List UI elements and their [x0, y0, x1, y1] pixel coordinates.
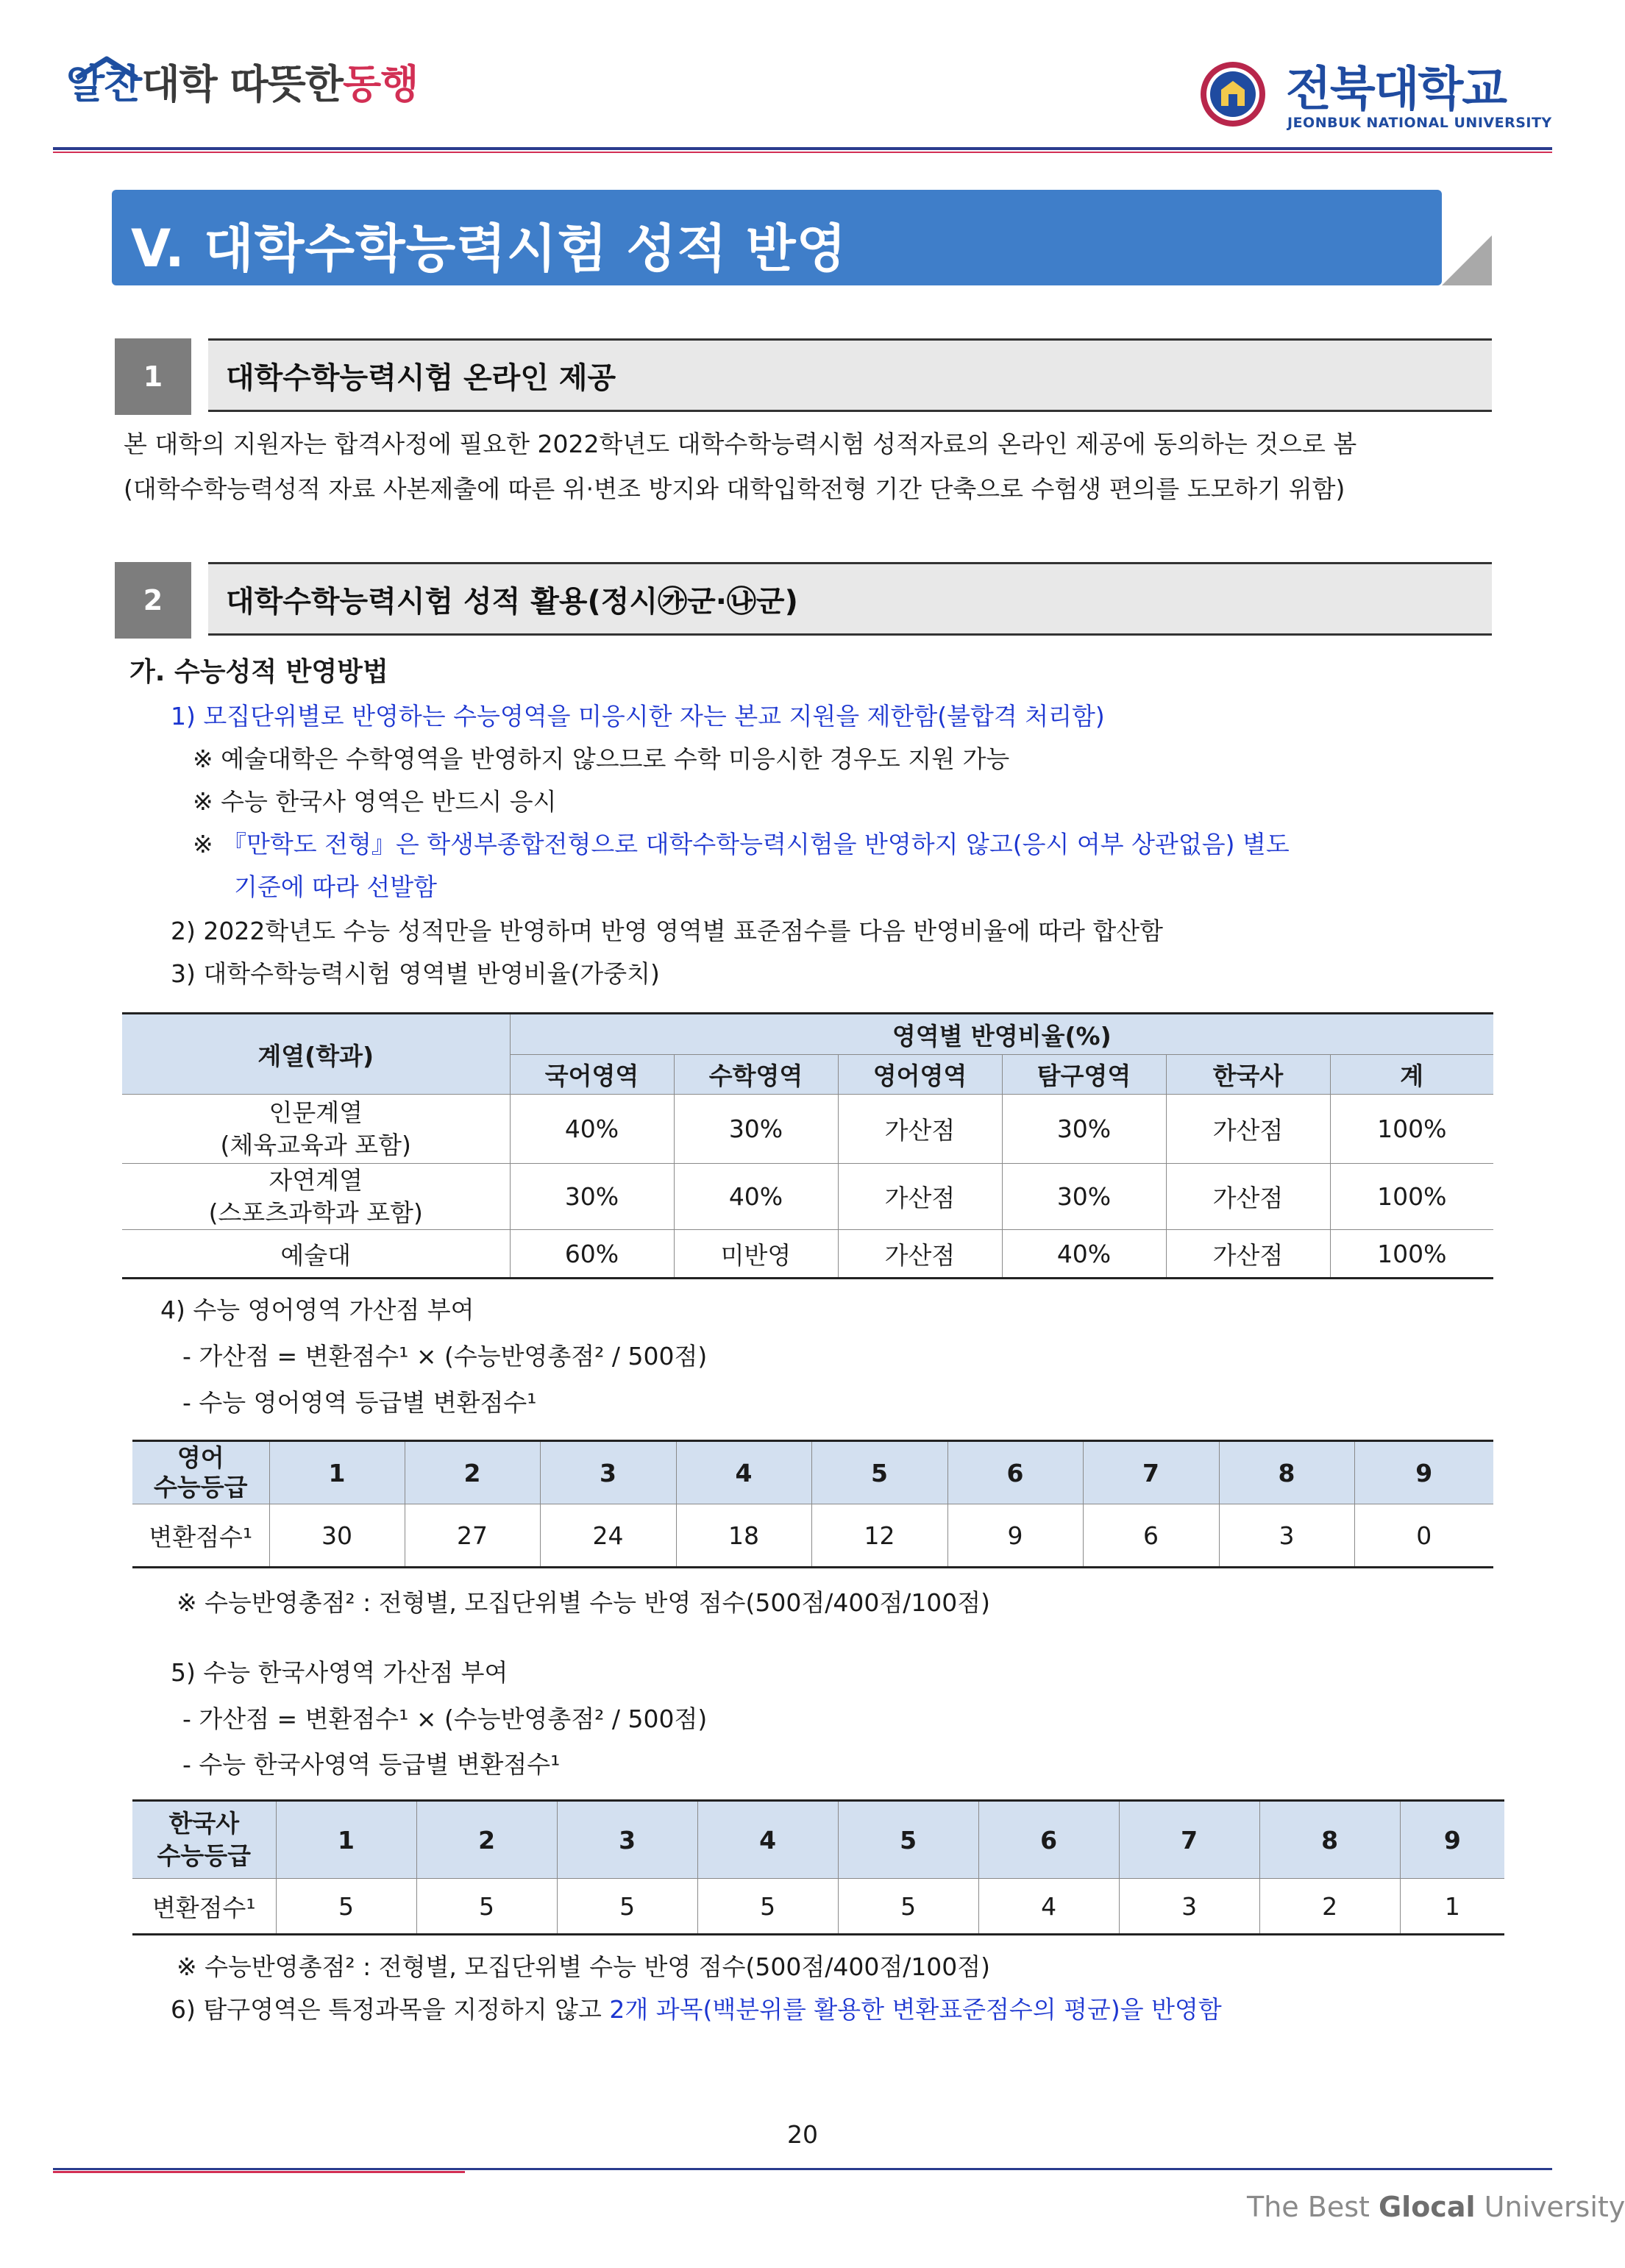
table-row — [122, 1164, 1493, 1230]
item-3: 3) 대학수학능력시험 영역별 반영비율(가중치) — [171, 959, 660, 988]
ratio-header: 영역별 반영비율(%) — [510, 1014, 1493, 1055]
row-name-line2: (체육교육과 포함) — [220, 1130, 411, 1159]
grade-header: 1 — [276, 1801, 416, 1879]
table-cell: 미반영 — [674, 1230, 838, 1279]
note-3-line2: 기준에 따라 선발함 — [234, 872, 438, 901]
table-cell: 4 — [978, 1879, 1119, 1935]
item-1: 1) 모집단위별로 반영하는 수능영역을 미응시한 자는 본교 지원을 제한함(불합격 처리함) — [171, 702, 1105, 730]
grade-header: 8 — [1259, 1801, 1400, 1879]
row-name — [122, 1164, 510, 1230]
footer-divider-accent — [53, 2171, 465, 2173]
table-cell: 12 — [811, 1504, 947, 1568]
table-cell: 27 — [405, 1504, 540, 1568]
table-cell: 40% — [674, 1164, 838, 1230]
grade-label — [132, 1441, 269, 1504]
note-3-line1: 『만학도 전형』은 학생부종합전형으로 대학수학능력시험을 반영하지 않고(응시 여부 상관없음) 별도 — [222, 830, 1290, 859]
english-note: ※ 수능반영총점² : 전형별, 모집단위별 수능 반영 점수(500점/400점/100점) — [177, 1588, 991, 1617]
ratio-table — [122, 1012, 1493, 1279]
item-4: 4) 수능 영어영역 가산점 부여 — [160, 1295, 474, 1324]
english-grade-table — [132, 1440, 1493, 1568]
score-label: 변환점수¹ — [132, 1879, 276, 1935]
grade-header: 2 — [405, 1441, 540, 1504]
grade-label-line2: 수능등급 — [153, 1473, 248, 1501]
table-cell: 40% — [510, 1095, 674, 1164]
subsection-1-title: 대학수학능력시험 온라인 제공 — [208, 338, 1492, 412]
university-name: 전북대학교 — [1286, 63, 1507, 117]
table-cell: 30% — [1002, 1164, 1166, 1230]
table-cell: 100% — [1330, 1164, 1493, 1230]
grade-header: 3 — [557, 1801, 697, 1879]
grade-header: 6 — [947, 1441, 1083, 1504]
slogan — [66, 53, 418, 110]
row-name-line2: (스포츠과학과 포함) — [208, 1198, 423, 1227]
history-formula: - 가산점 = 변환점수¹ × (수능반영총점² / 500점) — [182, 1704, 708, 1733]
item-6 — [171, 1988, 1222, 2031]
table-row — [122, 1095, 1493, 1164]
note-1: ※ 예술대학은 수학영역을 반영하지 않으므로 수학 미응시한 경우도 지원 가능 — [193, 744, 1010, 773]
grade-header: 9 — [1354, 1441, 1493, 1504]
footer-divider — [53, 2168, 1552, 2170]
table-cell: 6 — [1083, 1504, 1219, 1568]
header-divider — [53, 147, 1552, 150]
table-cell: 100% — [1330, 1230, 1493, 1279]
col-header: 계 — [1330, 1055, 1493, 1095]
grade-header: 5 — [811, 1441, 947, 1504]
table-cell: 가산점 — [838, 1095, 1002, 1164]
grade-label — [132, 1801, 276, 1879]
title-bar-corner-fold — [1442, 234, 1492, 285]
grade-header: 7 — [1083, 1441, 1219, 1504]
table-cell: 가산점 — [838, 1230, 1002, 1279]
note-2: ※ 수능 한국사 영역은 반드시 응시 — [193, 787, 557, 816]
slogan-part2: 대학 — [141, 61, 217, 107]
history-grade-table — [132, 1799, 1504, 1935]
subsection-2-title: 대학수학능력시험 성적 활용(정시㉮군·㉯군) — [208, 562, 1492, 636]
header-divider-accent — [53, 152, 1552, 153]
col-group-header: 계열(학과) — [122, 1014, 510, 1095]
heading-ga: 가. 수능성적 반영방법 — [129, 657, 388, 687]
table-cell: 100% — [1330, 1095, 1493, 1164]
grade-header: 3 — [540, 1441, 676, 1504]
grade-header: 5 — [838, 1801, 978, 1879]
history-note: ※ 수능반영총점² : 전형별, 모집단위별 수능 반영 점수(500점/400점/100점) — [177, 1952, 991, 1981]
slogan-part4: 동행 — [342, 61, 419, 107]
grade-header: 4 — [697, 1801, 838, 1879]
score-label: 변환점수¹ — [132, 1504, 269, 1568]
item-6-prefix: 6) 탐구영역은 특정과목을 지정하지 않고 — [171, 1995, 610, 2024]
table-cell: 2 — [1259, 1879, 1400, 1935]
table-row — [132, 1504, 1493, 1568]
table-cell: 5 — [838, 1879, 978, 1935]
subsection-1-number: 1 — [115, 338, 191, 415]
grade-label-line1: 한국사 — [168, 1809, 240, 1838]
grade-header: 2 — [416, 1801, 557, 1879]
table-cell: 9 — [947, 1504, 1083, 1568]
col-header: 한국사 — [1166, 1055, 1330, 1095]
grade-label-line2: 수능등급 — [157, 1841, 252, 1870]
table-cell: 5 — [276, 1879, 416, 1935]
grade-label-line1: 영어 — [177, 1443, 224, 1472]
grade-header: 4 — [676, 1441, 811, 1504]
table-cell: 가산점 — [838, 1164, 1002, 1230]
table-cell: 24 — [540, 1504, 676, 1568]
table-cell: 1 — [1400, 1879, 1504, 1935]
item-6-suffix: 을 반영함 — [1120, 1995, 1222, 2024]
table-cell: 30% — [510, 1164, 674, 1230]
table-cell: 3 — [1119, 1879, 1259, 1935]
grade-header: 7 — [1119, 1801, 1259, 1879]
history-subtitle: - 수능 한국사영역 등급별 변환점수¹ — [182, 1750, 561, 1779]
english-formula: - 가산점 = 변환점수¹ × (수능반영총점² / 500점) — [182, 1342, 708, 1371]
table-row — [132, 1879, 1504, 1935]
item-6-highlight: 2개 과목(백분위를 활용한 변환표준점수의 평균) — [609, 1995, 1120, 2024]
table-row — [122, 1230, 1493, 1279]
grade-header: 8 — [1219, 1441, 1354, 1504]
col-header: 수학영역 — [674, 1055, 838, 1095]
row-name — [122, 1095, 510, 1164]
university-emblem-icon — [1199, 57, 1267, 134]
page-number: 20 — [787, 2120, 818, 2149]
sub1-line1: 본 대학의 지원자는 합격사정에 필요한 2022학년도 대학수학능력시험 성적자료의 온라인 제공에 동의하는 것으로 봄 — [124, 430, 1357, 458]
table-cell: 30% — [674, 1095, 838, 1164]
table-cell: 3 — [1219, 1504, 1354, 1568]
table-cell: 18 — [676, 1504, 811, 1568]
grade-header: 1 — [269, 1441, 405, 1504]
note-3-mark: ※ — [193, 830, 213, 859]
tagline-post: University — [1475, 2191, 1625, 2223]
english-subtitle: - 수능 영어영역 등급별 변환점수¹ — [182, 1388, 537, 1417]
col-header: 영어영역 — [838, 1055, 1002, 1095]
col-header: 탐구영역 — [1002, 1055, 1166, 1095]
section-title: V. 대학수학능력시험 성적 반영 — [131, 218, 847, 279]
slogan-part1: 알찬 — [66, 61, 142, 107]
grade-header: 9 — [1400, 1801, 1504, 1879]
slogan-part3: 따뜻한 — [230, 61, 343, 107]
table-cell: 가산점 — [1166, 1164, 1330, 1230]
table-cell: 가산점 — [1166, 1095, 1330, 1164]
sub1-line2: (대학수학능력성적 자료 사본제출에 따른 위·변조 방지와 대학입학전형 기간 단축으로 수험생 편의를 도모하기 위함) — [124, 474, 1345, 503]
row-name-line1: 인문계열 — [269, 1098, 363, 1127]
university-english-name: JEONBUK NATIONAL UNIVERSITY — [1287, 115, 1552, 131]
footer-tagline — [1247, 2191, 1625, 2223]
col-header: 국어영역 — [510, 1055, 674, 1095]
subsection-2-number: 2 — [115, 562, 191, 639]
item-2: 2) 2022학년도 수능 성적만을 반영하며 반영 영역별 표준점수를 다음 반영비율에 따라 합산함 — [171, 917, 1163, 945]
table-cell: 가산점 — [1166, 1230, 1330, 1279]
table-cell: 60% — [510, 1230, 674, 1279]
row-name: 예술대 — [122, 1230, 510, 1279]
item-5: 5) 수능 한국사영역 가산점 부여 — [171, 1658, 508, 1687]
tagline-pre: The Best — [1247, 2191, 1379, 2223]
row-name-line1: 자연계열 — [269, 1165, 363, 1195]
table-cell: 5 — [697, 1879, 838, 1935]
tagline-bold: Glocal — [1378, 2191, 1476, 2223]
table-cell: 5 — [416, 1879, 557, 1935]
table-cell: 30 — [269, 1504, 405, 1568]
grade-header: 6 — [978, 1801, 1119, 1879]
table-cell: 5 — [557, 1879, 697, 1935]
table-cell: 40% — [1002, 1230, 1166, 1279]
table-cell: 0 — [1354, 1504, 1493, 1568]
table-cell: 30% — [1002, 1095, 1166, 1164]
